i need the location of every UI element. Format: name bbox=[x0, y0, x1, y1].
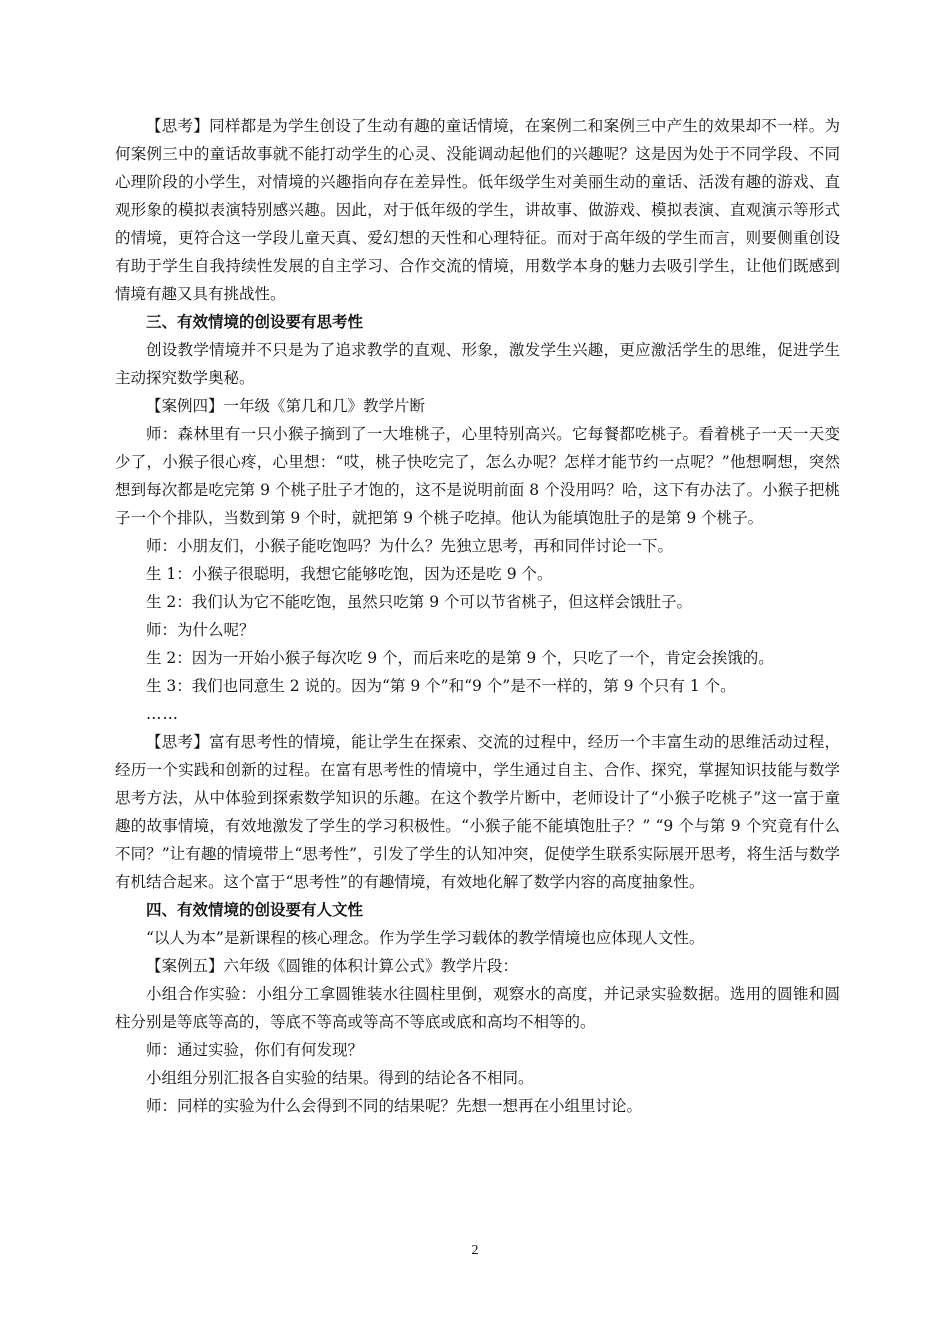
reflection-paragraph-2: 【思考】富有思考性的情境，能让学生在探索、交流的过程中，经历一个丰富生动的思维活动过程，经历一个实践和创新的过程。在富有思考性的情境中，学生通过自主、合作、探究，掌握知识技能与数学思考方法，从中体验到探索数学知识的乐趣。在这个教学片断中，老师设计了“小猴子吃桃子”这一富于童趣的故事情境，有效地激发了学生的学习积极性。“小猴子能不能填饱肚子？” “9 个与第 9 个究竟有什么不同？”让有趣的情境带上“思考性”，引发了学生的认知冲突，促使学生联系实际展开思考，将生活与数学有机结合起来。这个富于“思考性”的有趣情境，有效地化解了数学内容的高度抽象性。 bbox=[115, 733, 840, 891]
ellipsis: …… bbox=[146, 705, 179, 723]
dialogue-line-3: 生 2：我们认为它不能吃饱，虽然只吃第 9 个可以节省桃子，但这样会饿肚子。 bbox=[146, 593, 693, 611]
dialogue-line-9: 师：同样的实验为什么会得到不同的结果呢？先想一想再在小组里讨论。 bbox=[146, 1097, 643, 1115]
dialogue-line-5: 生 2：因为一开始小猴子每次吃 9 个，而后来吃的是第 9 个，只吃了一个，肯定会挨饿的。 bbox=[146, 649, 774, 667]
dialogue-line-6: 生 3：我们也同意生 2 说的。因为“第 9 个”和“9 个”是不一样的，第 9 个只有 1 个。 bbox=[146, 677, 736, 695]
dialogue-line-1: 师：小朋友们，小猴子能吃饱吗？为什么？先独立思考，再和同伴讨论一下。 bbox=[146, 537, 674, 555]
document-body bbox=[115, 112, 840, 1120]
section-heading-4: 四、有效情境的创设要有人文性 bbox=[146, 901, 364, 919]
dialogue-line-2: 生 1：小猴子很聪明，我想它能够吃饱，因为还是吃 9 个。 bbox=[146, 565, 553, 583]
reflection-paragraph-1: 【思考】同样都是为学生创设了生动有趣的童话情境，在案例二和案例三中产生的效果却不一样。为何案例三中的童话故事就不能打动学生的心灵、没能调动起他们的兴趣呢？这是因为处于不同学段、不同心理阶段的小学生，对情境的兴趣指向存在差异性。低年级学生对美丽生动的童话、活泼有趣的游戏、直观形象的模拟表演特别感兴趣。因此，对于低年级的学生，讲故事、做游戏、模拟表演、直观演示等形式的情境，更符合这一学段儿童天真、爱幻想的天性和心理特征。而对于高年级的学生而言，则要侧重创设有助于学生自我持续性发展的自主学习、合作交流的情境，用数学本身的魅力去吸引学生，让他们既感到情境有趣又具有挑战性。 bbox=[115, 117, 840, 303]
section-intro-paragraph-4: “以人为本”是新课程的核心理念。作为学生学习载体的教学情境也应体现人文性。 bbox=[146, 929, 705, 947]
dialogue-line-8: 小组组分别汇报各自实验的结果。得到的结论各不相同。 bbox=[146, 1069, 534, 1087]
case-5-title: 【案例五】六年级《圆锥的体积计算公式》教学片段： bbox=[146, 957, 519, 975]
section-heading-3: 三、有效情境的创设要有思考性 bbox=[146, 313, 364, 331]
dialogue-line-4: 师：为什么呢？ bbox=[146, 621, 255, 639]
section-intro-paragraph-3: 创设教学情境并不只是为了追求教学的直观、形象，激发学生兴趣，更应激活学生的思维，促进学生主动探究数学奥秘。 bbox=[115, 341, 840, 387]
page-number: 2 bbox=[471, 1243, 479, 1258]
case-4-story-paragraph: 师：森林里有一只小猴子摘到了一大堆桃子，心里特别高兴。它每餐都吃桃子。看着桃子一天一天变少了，小猴子很心疼，心里想：“哎，桃子快吃完了，怎么办呢？怎样才能节约一点呢？”他想啊想，突然想到每次都是吃完第 9 个桃子肚子才饱的，这不是说明前面 8 个没用吗？哈，这下有办法了。小猴子把桃子一个个排队，当数到第 9 个时，就把第 9 个桃子吃掉。他认为能填饱肚子的是第 9 个桃子。 bbox=[115, 425, 840, 527]
case-5-experiment-paragraph: 小组合作实验：小组分工拿圆锥装水往圆柱里倒，观察水的高度，并记录实验数据。选用的圆锥和圆柱分别是等底等高的，等底不等高或等高不等底或底和高均不相等的。 bbox=[115, 985, 840, 1031]
case-4-title: 【案例四】一年级《第几和几》教学片断 bbox=[146, 397, 426, 415]
dialogue-line-7: 师：通过实验，你们有何发现？ bbox=[146, 1041, 364, 1059]
